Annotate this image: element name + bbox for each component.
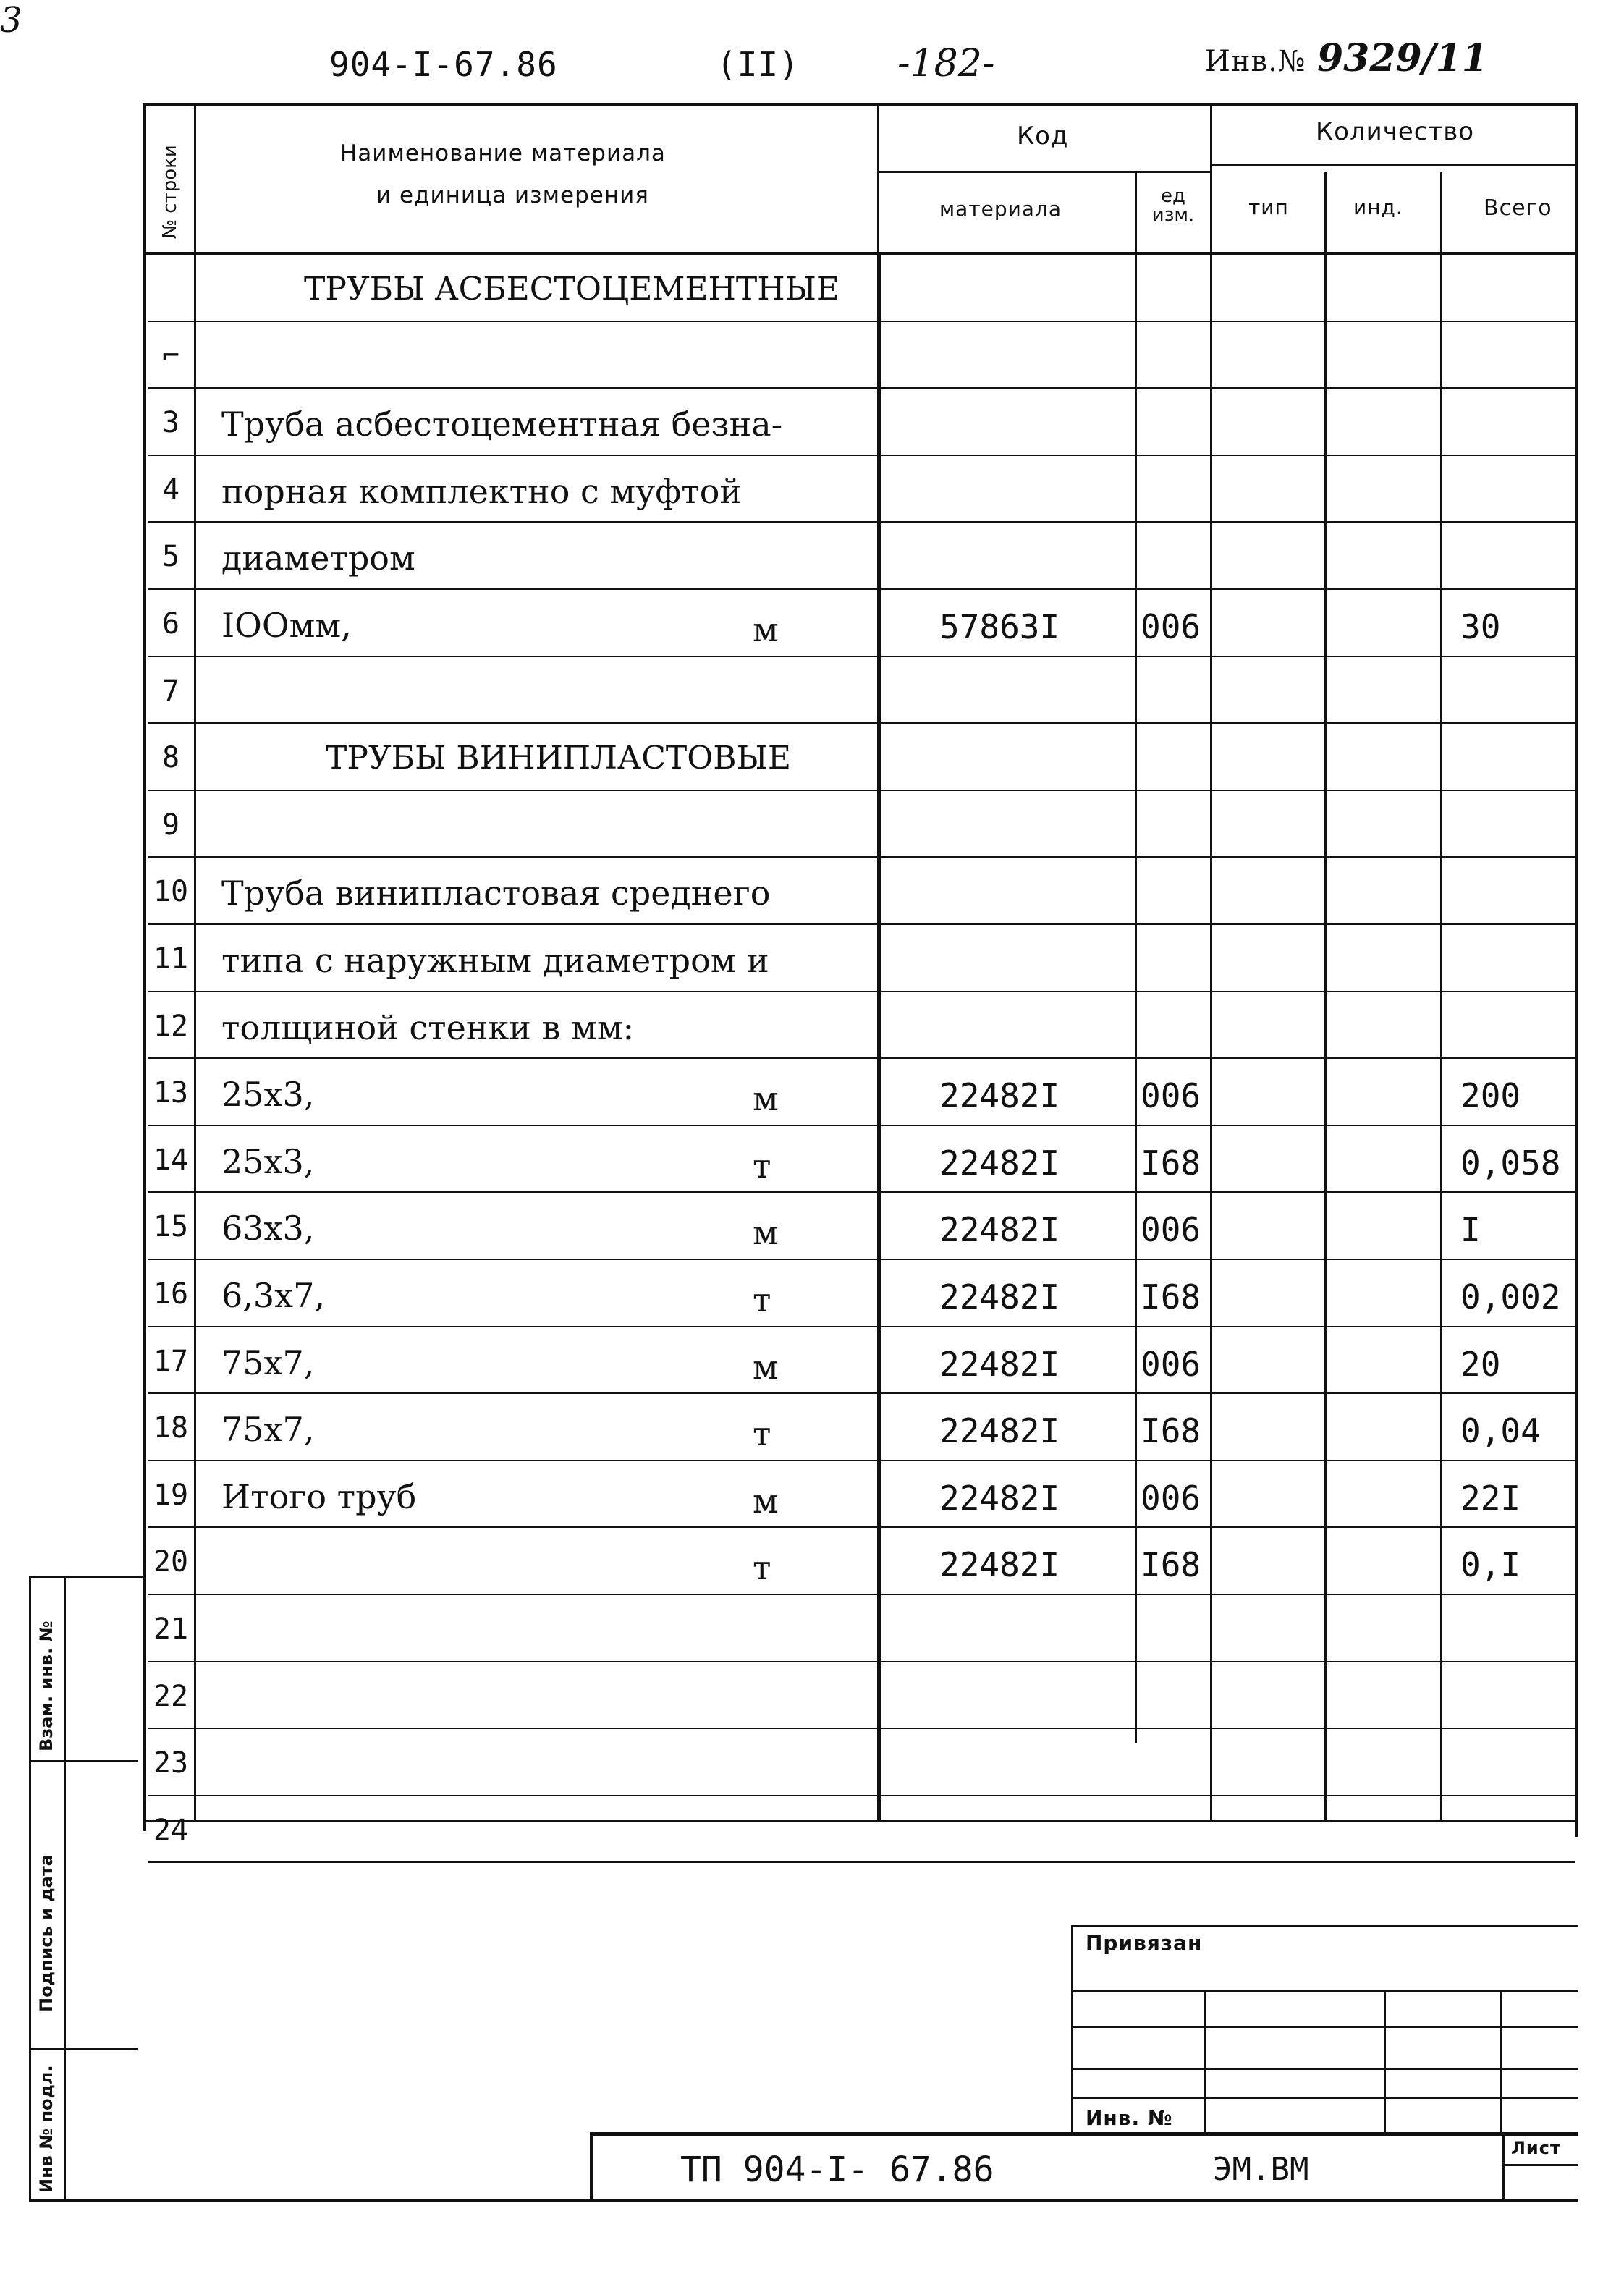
quantity-total: I (1460, 1210, 1481, 1250)
row-number: 18 (153, 1411, 189, 1445)
quantity-total: 0,002 (1460, 1277, 1561, 1316)
code-unit-line2: изм. (1151, 204, 1195, 226)
unit-code: I68 (1141, 1545, 1201, 1585)
row-number: 22 (153, 1679, 189, 1713)
row-number: 3 (161, 406, 180, 440)
code-material-header: материала (939, 197, 1062, 221)
row-number: 23 (153, 1746, 189, 1780)
row-number: 20 (153, 1545, 189, 1579)
unit-code: 006 (1141, 607, 1201, 646)
row-number: 10 (153, 875, 189, 909)
quantity-total: 20 (1460, 1344, 1501, 1384)
row-number: 6 (161, 607, 180, 641)
row-number: 13 (153, 1076, 189, 1110)
unit: м (753, 1079, 779, 1119)
sheet-label: Лист (1511, 2138, 1561, 2158)
quantity-total: 30 (1460, 607, 1501, 646)
document-code: 904-I-67.86 (329, 45, 558, 84)
material-name: 75х7, (221, 1343, 315, 1382)
material-name: 63х3, (221, 1209, 315, 1248)
unit-code: 006 (1141, 1210, 1201, 1250)
material-code: 22482I (939, 1277, 1060, 1316)
material-code: 22482I (939, 1076, 1060, 1116)
side-stamp-podpis: Подпись и дата (36, 1854, 56, 2012)
title-mark: ЭМ.ВМ (1213, 2151, 1309, 2188)
inventory-label: Инв.№ (1205, 45, 1306, 78)
quantity-ind-header: инд. (1353, 195, 1403, 219)
row-number: 19 (153, 1478, 189, 1512)
row-number: ⌐ (161, 339, 180, 373)
material-code: 22482I (939, 1545, 1060, 1585)
inventory-number: 9329/11 (1317, 36, 1489, 80)
quantity-group-header: Количество (1316, 117, 1475, 146)
name-header-line1: Наименование материала (340, 140, 666, 166)
row-number: 15 (153, 1210, 189, 1244)
row-number: 17 (153, 1344, 189, 1378)
unit: т (753, 1414, 771, 1454)
section-heading: ТРУБЫ АСБЕСТОЦЕМЕНТНЫЕ (304, 271, 840, 308)
code-unit-line1: ед (1161, 185, 1185, 207)
material-name: Итого труб (221, 1476, 417, 1516)
side-stamp-vzam: Взам. инв. № (36, 1620, 56, 1751)
unit: м (753, 1347, 779, 1387)
material-code: 22482I (939, 1411, 1060, 1451)
part-number: (II) (716, 45, 800, 84)
material-name: 25х3, (221, 1075, 315, 1115)
side-stamp-inv-podl: Инв № подл. (36, 2065, 56, 2193)
quantity-total-header: Всего (1484, 195, 1552, 221)
quantity-total: 200 (1460, 1076, 1521, 1116)
row-number: 24 (153, 1813, 189, 1847)
quantity-total: 0,058 (1460, 1143, 1561, 1183)
unit: т (753, 1146, 771, 1185)
row-number: 16 (153, 1277, 189, 1311)
section-heading: ТРУБЫ ВИНИПЛАСТОВЫЕ (326, 740, 792, 777)
unit: м (753, 610, 779, 649)
unit: м (753, 1481, 779, 1521)
code-unit-header (1138, 187, 1209, 224)
unit: м (753, 1213, 779, 1253)
row-number: 11 (153, 942, 189, 976)
material-code: 22482I (939, 1143, 1060, 1183)
unit: т (753, 1280, 771, 1319)
row-number: 8 (161, 741, 180, 775)
row-number: 14 (153, 1143, 189, 1177)
material-name: Труба винипластовая среднего (221, 874, 771, 913)
material-code: 22482I (939, 1344, 1060, 1384)
sheet-number: 3 (0, 0, 22, 41)
quantity-type-header: тип (1248, 195, 1289, 219)
material-name: 6,3х7, (221, 1276, 325, 1315)
material-name: типа с наружным диаметром и (221, 941, 769, 980)
material-name: IOOмм, (221, 606, 352, 645)
material-code: 22482I (939, 1478, 1060, 1518)
row-number-header: № строки (159, 145, 181, 239)
unit-code: 006 (1141, 1076, 1201, 1116)
unit-code: 006 (1141, 1344, 1201, 1384)
row-number: 5 (161, 540, 180, 574)
title-doc-code: ТП 904-I- 67.86 (680, 2150, 994, 2190)
quantity-total: 0,04 (1460, 1411, 1541, 1451)
material-name: 25х3, (221, 1141, 315, 1181)
row-number: 9 (161, 808, 180, 842)
binding-label: Привязан (1086, 1931, 1203, 1955)
material-name: диаметром (221, 538, 415, 578)
quantity-total: 22I (1460, 1478, 1521, 1518)
material-name: Труба асбестоцементная безна- (221, 405, 783, 444)
unit-code: I68 (1141, 1411, 1201, 1451)
binding-inv-label: Инв. № (1086, 2106, 1173, 2130)
page-number: -182- (897, 42, 995, 85)
name-header-line2: и единица измерения (376, 182, 649, 208)
row-number: 4 (161, 473, 180, 507)
material-code: 57863I (939, 607, 1060, 646)
material-name: порная комплектно с муфтой (221, 471, 743, 511)
row-number: 21 (153, 1612, 189, 1646)
unit-code: I68 (1141, 1277, 1201, 1316)
row-number: 12 (153, 1009, 189, 1043)
quantity-total: 0,I (1460, 1545, 1521, 1585)
material-name: толщиной стенки в мм: (221, 1007, 635, 1047)
row-number: 7 (161, 674, 180, 708)
material-name: 75х7, (221, 1410, 315, 1450)
unit-code: I68 (1141, 1143, 1201, 1183)
unit: т (753, 1548, 771, 1588)
code-group-header: Код (1017, 122, 1069, 151)
unit-code: 006 (1141, 1478, 1201, 1518)
material-code: 22482I (939, 1210, 1060, 1250)
